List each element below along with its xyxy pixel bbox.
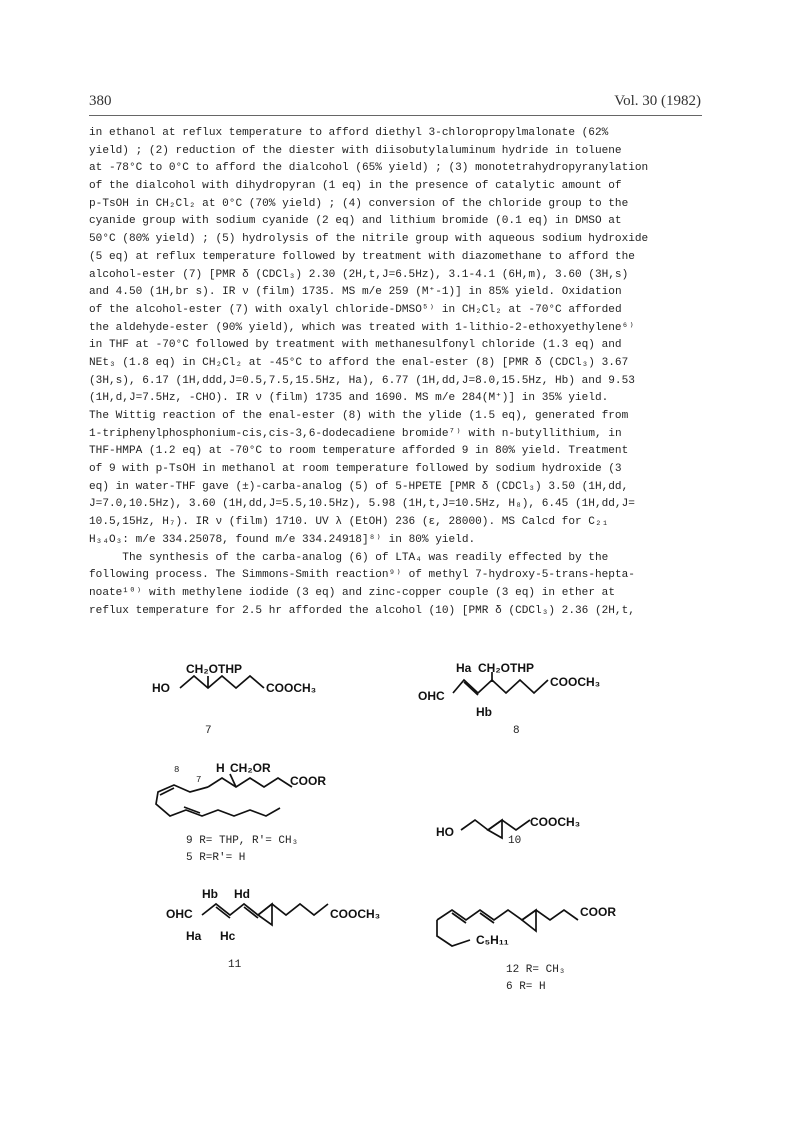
s12-caption-line-1: 12 R= CH₃	[506, 964, 566, 976]
s10-group-cooch3: COOCH₃	[530, 815, 581, 829]
body-line: the aldehyde-ester (90% yield), which was treated with 1-lithio-2-ethoxyethylene⁶⁾	[89, 321, 635, 334]
s8-group-cooch3: COOCH₃	[550, 675, 601, 689]
body-line: H₃₄O₃: m/e 334.25078, found m/e 334.24918]⁸⁾ in 80% yield.	[89, 533, 476, 546]
s9-caption-line-1: 9 R= THP, R'= CH₃	[186, 835, 299, 847]
s11-group-ha: Ha	[186, 929, 202, 943]
body-line: (3H,s), 6.17 (1H,ddd,J=0.5,7.5,15.5Hz, Ha), 6.77 (1H,dd,J=8.0,15.5Hz, Hb) and 9.53	[89, 374, 635, 387]
body-line: The Wittig reaction of the enal-ester (8) with the ylide (1.5 eq), generated from	[89, 410, 629, 422]
body-line: 10.5,15Hz, H₇). IR ν (film) 1710. UV λ (EtOH) 236 (ε, 28000). MS Calcd for C₂₁	[89, 516, 609, 529]
s8-group-ohc: OHC	[418, 689, 445, 703]
body-line: eq) in water-THF gave (±)-carba-analog (5) of 5-HPETE [PMR δ (CDCl₃) 3.50 (1H,dd,	[89, 480, 629, 493]
s9-group-h: H	[216, 761, 225, 775]
s11-group-hc: Hc	[220, 929, 236, 943]
body-line: yield) ; (2) reduction of the diester with diisobutylaluminum hydride in toluene	[89, 144, 622, 157]
s11-group-cooch3: COOCH₃	[330, 907, 381, 921]
s12-group-c5h11: C₅H₁₁	[476, 933, 509, 947]
s12-caption-line-2: 6 R= H	[506, 981, 546, 993]
s9-group-coor: COOR	[290, 774, 326, 788]
s7-group-ho: HO	[152, 681, 170, 695]
body-line: J=7.0,10.5Hz), 3.60 (1H,dd,J=5.5,10.5Hz), 5.98 (1H,t,J=10.5Hz, H₈), 6.45 (1H,dd,J=	[89, 498, 635, 511]
body-line: (5 eq) at reflux temperature followed by treatment with diazomethane to afford the	[89, 250, 635, 263]
s9-locant-7: 7	[196, 775, 202, 785]
s9-locant-8: 8	[174, 765, 180, 775]
s8-group-hb: Hb	[476, 705, 492, 719]
s9-group-ch2or: CH₂OR	[230, 761, 271, 775]
body-line: 1-triphenylphosphonium-cis,cis-3,6-dodecadiene bromide⁷⁾ with n-butyllithium, in	[89, 427, 622, 440]
s10-group-ho: HO	[436, 825, 454, 839]
body-line: at -78°C to 0°C to afford the dialcohol (65% yield) ; (3) monotetrahydropyranylation	[89, 162, 649, 175]
page-number: 380	[89, 93, 112, 109]
body-line: and 4.50 (1H,br s). IR ν (film) 1735. MS m/e 259 (M⁺-1)] in 85% yield. Oxidation	[89, 286, 622, 299]
s7-group-ch2othp: CH₂OTHP	[186, 662, 242, 676]
body-line: in ethanol at reflux temperature to afford diethyl 3-chloropropylmalonate (62%	[89, 127, 609, 139]
body-line: p-TsOH in CH₂Cl₂ at 0°C (70% yield) ; (4) conversion of the chloride group to the	[89, 197, 629, 210]
s8-group-ch2othp: CH₂OTHP	[478, 661, 534, 675]
s8-compound-label: 8	[513, 725, 520, 737]
body-line: NEt₃ (1.8 eq) in CH₂Cl₂ at -45°C to afford the enal-ester (8) [PMR δ (CDCl₃) 3.67	[89, 356, 629, 369]
body-line: The synthesis of the carba-analog (6) of LTA₄ was readily effected by the	[89, 551, 609, 564]
body-line: alcohol-ester (7) [PMR δ (CDCl₃) 2.30 (2H,t,J=6.5Hz), 3.1-4.1 (6H,m), 3.60 (3H,s)	[89, 268, 629, 281]
body-line: following process. The Simmons-Smith reaction⁹⁾ of methyl 7-hydroxy-5-trans-hepta-	[89, 569, 635, 582]
body-line: cyanide group with sodium cyanide (2 eq) and lithium bromide (0.1 eq) in DMSO at	[89, 215, 622, 228]
s11-group-ohc: OHC	[166, 907, 193, 921]
body-line: of 9 with p-TsOH in methanol at room temperature followed by sodium hydroxide (3	[89, 463, 622, 476]
body-line: reflux temperature for 2.5 hr afforded the alcohol (10) [PMR δ (CDCl₃) 2.36 (2H,t,	[89, 604, 635, 617]
s7-compound-label: 7	[205, 725, 212, 737]
body-line: THF-HMPA (1.2 eq) at -70°C to room temperature afforded 9 in 80% yield. Treatment	[89, 445, 629, 458]
s7-group-cooch3: COOCH₃	[266, 681, 317, 695]
s9-caption-line-2: 5 R=R'= H	[186, 852, 246, 864]
s11-compound-label: 11	[228, 959, 242, 971]
body-line: 50°C (80% yield) ; (5) hydrolysis of the nitrile group with aqueous sodium hydroxide	[89, 233, 649, 246]
body-line: (1H,d,J=7.5Hz, -CHO). IR ν (film) 1735 and 1690. MS m/e 284(M⁺)] in 35% yield.	[89, 392, 609, 405]
body-line: in THF at -70°C followed by treatment with methanesulfonyl chloride (1.3 eq) and	[89, 339, 622, 352]
s11-group-hb: Hb	[202, 887, 218, 901]
s11-group-hd: Hd	[234, 887, 250, 901]
body-line: noate¹⁰⁾ with methylene iodide (3 eq) and zinc-copper couple (3 eq) in ether at	[89, 586, 615, 599]
s10-compound-label: 10	[508, 835, 522, 847]
body-line: of the dialcohol with dihydropyran (1 eq) in the presence of catalytic amount of	[89, 180, 622, 193]
body-line: of the alcohol-ester (7) with oxalyl chloride-DMSO⁵⁾ in CH₂Cl₂ at -70°C afforded	[89, 303, 622, 316]
s12-group-coor: COOR	[580, 905, 616, 919]
volume-label: Vol. 30 (1982)	[614, 93, 701, 109]
s8-group-ha: Ha	[456, 661, 472, 675]
